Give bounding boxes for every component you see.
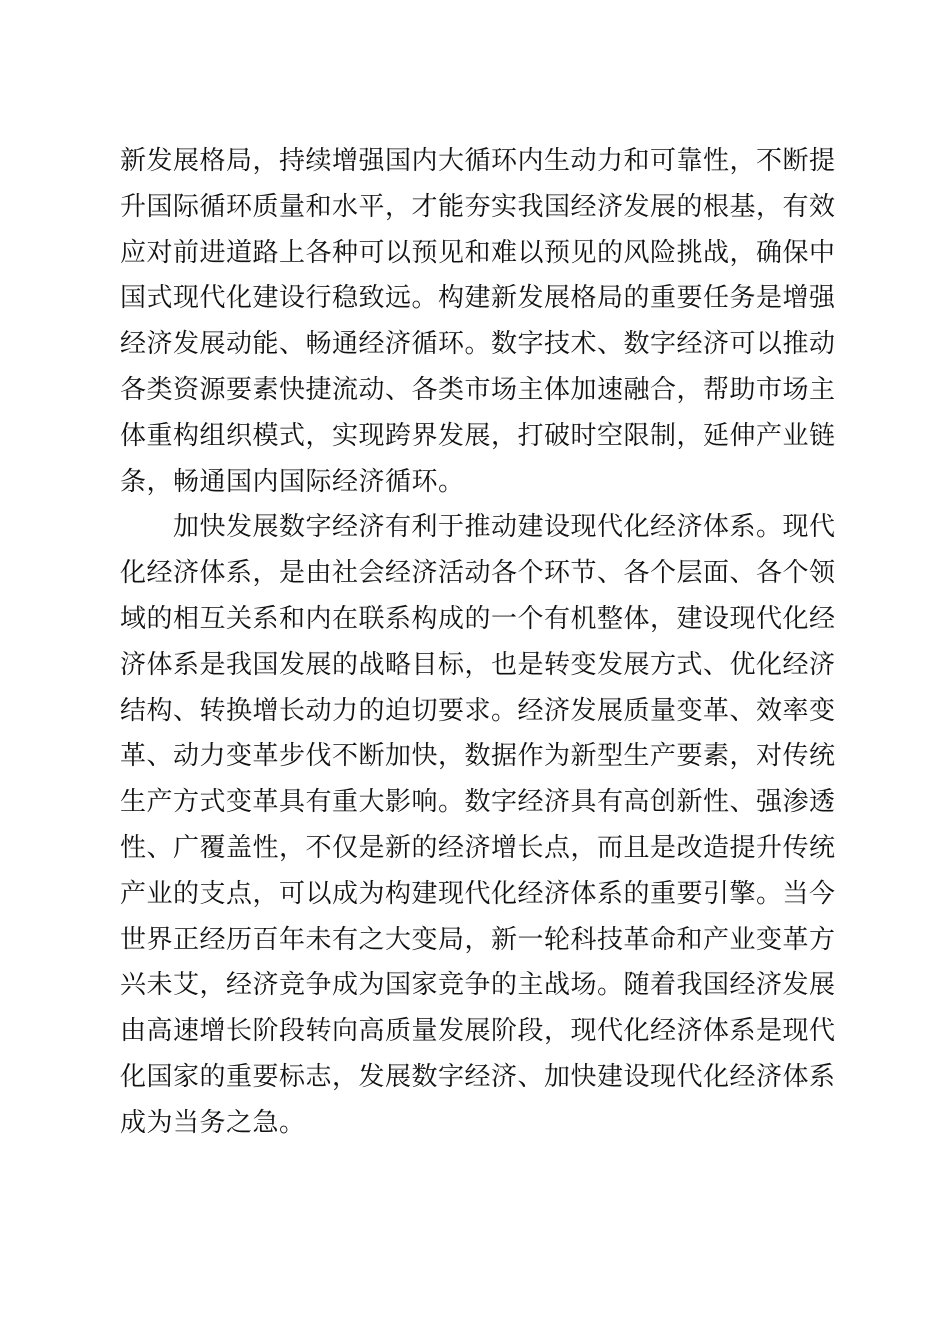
text-line: 生产方式变革具有重大影响。数字经济具有高创新性、强渗透 [120, 787, 836, 818]
text-line: 域的相互关系和内在联系构成的一个有机整体，建设现代化经 [120, 603, 836, 634]
text-line: 化经济体系，是由社会经济活动各个环节、各个层面、各个领 [120, 558, 836, 589]
text-line: 国式现代化建设行稳致远。构建新发展格局的重要任务是增强 [120, 283, 836, 314]
text-line: 性、广覆盖性，不仅是新的经济增长点，而且是改造提升传统 [120, 832, 836, 863]
text-line: 结构、转换增长动力的迫切要求。经济发展质量变革、效率变 [120, 695, 836, 726]
text-line: 化国家的重要标志，发展数字经济、加快建设现代化经济体系 [120, 1061, 836, 1092]
text-line: 各类资源要素快捷流动、各类市场主体加速融合，帮助市场主 [120, 374, 836, 405]
text-line: 济体系是我国发展的战略目标，也是转变发展方式、优化经济 [120, 649, 836, 680]
text-line: 体重构组织模式，实现跨界发展，打破时空限制，延伸产业链 [120, 420, 836, 451]
text-line: 兴未艾，经济竞争成为国家竞争的主战场。随着我国经济发展 [120, 970, 836, 1001]
text-line: 条，畅通国内国际经济循环。 [120, 466, 465, 497]
text-line: 新发展格局，持续增强国内大循环内生动力和可靠性，不断提 [120, 146, 836, 176]
text-line: 产业的支点，可以成为构建现代化经济体系的重要引擎。当今 [120, 878, 836, 909]
text-line: 成为当务之急。 [120, 1107, 306, 1138]
text-line: 经济发展动能、畅通经济循环。数字技术、数字经济可以推动 [120, 329, 836, 360]
text-line: 世界正经历百年未有之大变局，新一轮科技革命和产业变革方 [120, 924, 836, 955]
text-line: 革、动力变革步伐不断加快，数据作为新型生产要素，对传统 [120, 741, 836, 772]
paragraph-start-line: 加快发展数字经济有利于推动建设现代化经济体系。现代 [173, 512, 836, 543]
text-line: 升国际循环质量和水平，才能夯实我国经济发展的根基，有效 [120, 191, 836, 222]
text-line: 应对前进道路上各种可以预见和难以预见的风险挑战，确保中 [120, 237, 836, 268]
text-line: 由高速增长阶段转向高质量发展阶段，现代化经济体系是现代 [120, 1016, 836, 1047]
body-text [120, 139, 840, 1147]
